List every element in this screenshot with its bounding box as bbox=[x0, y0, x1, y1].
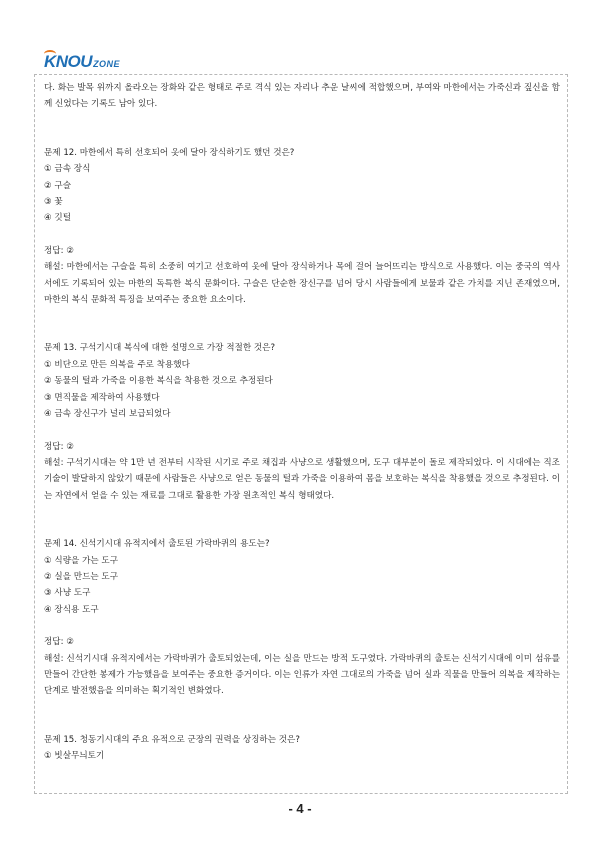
page-content bbox=[44, 80, 560, 765]
option-item: ④ 장식용 도구 bbox=[44, 604, 99, 615]
question-text: 문제 12. 마한에서 특히 선호되어 옷에 달아 장식하기도 했던 것은? bbox=[44, 147, 295, 158]
option-item: ① 비단으로 만든 의복을 주로 착용했다 bbox=[44, 359, 190, 370]
question-text: 문제 14. 신석기시대 유적지에서 출토된 가락바퀴의 용도는? bbox=[44, 539, 270, 550]
explanation-text: 해설: 신석기시대 유적지에서는 가락바퀴가 출토되었는데, 이는 실을 만드는 방적 도구였다. 가락바퀴의 출토는 신석기시대에 이미 섬유를 만들어 간단한 봉제가 가능했음을 보여주는 중요한 증거이다. 이는 인류가 자연 그대로의 가죽을 넘어 실과 직물을 만들어 의복을 제작하는 단계로 발전했음을 의미하는 획기적인 변화였다. bbox=[44, 653, 560, 697]
option-item: ③ 사냥 도구 bbox=[44, 588, 91, 599]
question-block-13 bbox=[44, 340, 560, 504]
question-text: 문제 13. 구석기시대 복식에 대한 설명으로 가장 적절한 것은? bbox=[44, 343, 276, 354]
question-block-15 bbox=[44, 732, 560, 765]
answer-text: 정답: ② bbox=[44, 637, 74, 648]
option-item: ③ 면직물을 제작하여 사용했다 bbox=[44, 392, 160, 403]
answer-text: 정답: ② bbox=[44, 245, 74, 256]
page-number: - 4 - bbox=[288, 801, 312, 816]
question-text: 문제 15. 청동기시대의 주요 유적으로 군장의 권력을 상징하는 것은? bbox=[44, 734, 300, 745]
option-item: ③ 꽃 bbox=[44, 197, 63, 208]
intro-paragraph: 다. 화는 발목 위까지 올라오는 장화와 같은 형태로 주로 격식 있는 자리나 추운 날씨에 적합했으며, 부여와 마한에서는 가죽신과 짚신을 함께 신었다는 기록도 남아 있다. bbox=[44, 83, 560, 110]
option-item: ① 빗살무늬토기 bbox=[44, 751, 105, 762]
question-block-12 bbox=[44, 145, 560, 309]
logo-main-text: KNOU bbox=[44, 52, 93, 71]
option-item: ④ 깃털 bbox=[44, 213, 72, 224]
option-item: ② 실을 만드는 도구 bbox=[44, 571, 119, 582]
knouzone-logo bbox=[44, 50, 120, 72]
option-item: ② 구슬 bbox=[44, 180, 72, 191]
logo-swoosh bbox=[44, 50, 56, 58]
explanation-text: 해설: 구석기시대는 약 1만 년 전부터 시작된 시기로 주로 채집과 사냥으로 생활했으며, 도구 대부분이 돌로 제작되었다. 이 시대에는 직조 기술이 발달하지 않았기 때문에 사람들은 사냥으로 얻은 동물의 털과 가죽을 이용하여 몸을 보호하는 복식을 착용했을 것으로 추정된다. 이는 자연에서 얻을 수 있는 재료를 그대로 활용한 가장 원초적인 복식 형태였다. bbox=[44, 457, 560, 501]
option-item: ④ 금속 장신구가 널리 보급되었다 bbox=[44, 409, 171, 420]
option-item: ① 금속 장식 bbox=[44, 164, 91, 175]
explanation-text: 해설: 마한에서는 구슬을 특히 소중히 여기고 선호하여 옷에 달아 장식하거나 목에 걸어 늘어뜨리는 방식으로 사용했다. 이는 중국의 역사서에도 기록되어 있는 마한의 독특한 복식 문화이다. 구슬은 단순한 장신구를 넘어 당시 사람들에게 보물과 같은 가치를 지닌 존재였으며, 마한의 복식 문화적 특징을 보여주는 중요한 요소이다. bbox=[44, 262, 560, 306]
logo-sub-text: ZONE bbox=[93, 59, 121, 69]
option-item: ② 동물의 털과 가죽을 이용한 복식을 착용한 것으로 추정된다 bbox=[44, 376, 273, 387]
option-item: ① 식량을 가는 도구 bbox=[44, 555, 119, 566]
question-block-14 bbox=[44, 536, 560, 700]
answer-text: 정답: ② bbox=[44, 441, 74, 452]
